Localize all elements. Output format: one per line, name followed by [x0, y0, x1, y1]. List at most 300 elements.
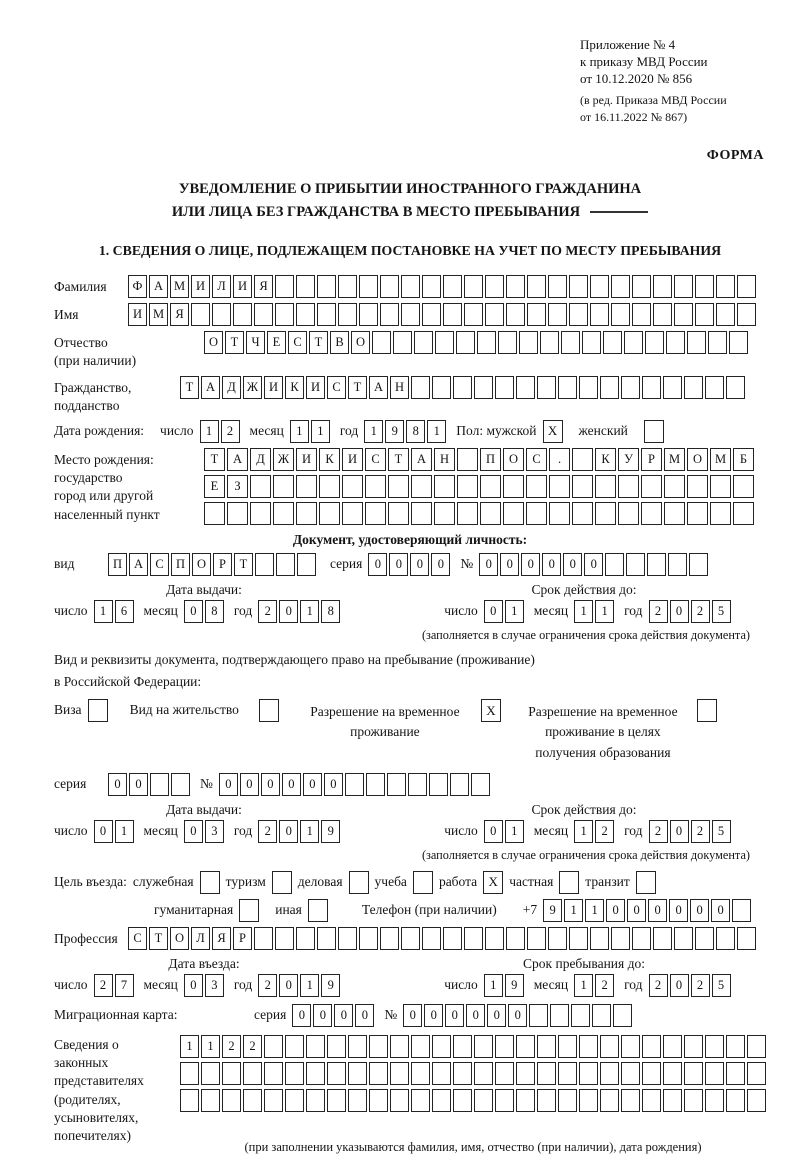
- form-cell[interactable]: О: [503, 448, 524, 471]
- form-cell[interactable]: [529, 1004, 548, 1027]
- form-cell[interactable]: [434, 475, 455, 498]
- form-cell[interactable]: [171, 773, 190, 796]
- form-cell[interactable]: С: [365, 448, 386, 471]
- form-cell[interactable]: [243, 1062, 262, 1085]
- form-cell[interactable]: [572, 502, 593, 525]
- form-cell[interactable]: 8: [205, 600, 224, 623]
- form-cell[interactable]: [621, 376, 640, 399]
- form-cell[interactable]: 2: [691, 600, 710, 623]
- form-cell[interactable]: [527, 303, 546, 326]
- form-cell[interactable]: [250, 502, 271, 525]
- form-cell[interactable]: [600, 1035, 619, 1058]
- form-cell[interactable]: [254, 927, 273, 950]
- form-cell[interactable]: О: [687, 448, 708, 471]
- form-cell[interactable]: [327, 1035, 346, 1058]
- form-cell[interactable]: [359, 303, 378, 326]
- form-cell[interactable]: [380, 303, 399, 326]
- form-cell[interactable]: [296, 502, 317, 525]
- form-cell[interactable]: [716, 275, 735, 298]
- form-cell[interactable]: 0: [292, 1004, 311, 1027]
- form-cell[interactable]: А: [227, 448, 248, 471]
- form-cell[interactable]: Д: [250, 448, 271, 471]
- form-cell[interactable]: 0: [334, 1004, 353, 1027]
- form-cell[interactable]: 1: [311, 420, 330, 443]
- form-cell[interactable]: 0: [563, 553, 582, 576]
- form-cell[interactable]: 0: [711, 899, 730, 922]
- form-cell[interactable]: [369, 1089, 388, 1112]
- form-cell[interactable]: У: [618, 448, 639, 471]
- form-cell[interactable]: [527, 275, 546, 298]
- form-cell[interactable]: [485, 303, 504, 326]
- form-cell[interactable]: К: [595, 448, 616, 471]
- form-cell[interactable]: 8: [321, 600, 340, 623]
- form-cell[interactable]: [380, 275, 399, 298]
- form-cell[interactable]: 7: [115, 974, 134, 997]
- form-cell[interactable]: 0: [355, 1004, 374, 1027]
- form-cell[interactable]: 0: [184, 820, 203, 843]
- form-cell[interactable]: [737, 927, 756, 950]
- form-cell[interactable]: [212, 303, 231, 326]
- form-cell[interactable]: [621, 1089, 640, 1112]
- form-cell[interactable]: 1: [201, 1035, 220, 1058]
- form-cell[interactable]: [733, 475, 754, 498]
- form-cell[interactable]: [572, 475, 593, 498]
- form-cell[interactable]: 0: [484, 600, 503, 623]
- form-cell[interactable]: 0: [240, 773, 259, 796]
- form-cell[interactable]: [422, 275, 441, 298]
- form-cell[interactable]: [255, 553, 274, 576]
- form-cell[interactable]: [506, 303, 525, 326]
- form-cell[interactable]: 6: [115, 600, 134, 623]
- form-cell[interactable]: 2: [258, 600, 277, 623]
- form-cell[interactable]: М: [170, 275, 189, 298]
- form-cell[interactable]: 1: [595, 600, 614, 623]
- form-cell[interactable]: Т: [180, 376, 199, 399]
- form-cell[interactable]: [422, 303, 441, 326]
- form-cell[interactable]: 1: [505, 820, 524, 843]
- form-cell[interactable]: [480, 475, 501, 498]
- residence-permit-checkbox[interactable]: [259, 699, 279, 722]
- form-cell[interactable]: О: [170, 927, 189, 950]
- form-cell[interactable]: Д: [222, 376, 241, 399]
- form-cell[interactable]: [296, 303, 315, 326]
- form-cell[interactable]: С: [288, 331, 307, 354]
- form-cell[interactable]: 2: [691, 974, 710, 997]
- form-cell[interactable]: 2: [94, 974, 113, 997]
- form-cell[interactable]: 0: [521, 553, 540, 576]
- form-cell[interactable]: 2: [221, 420, 240, 443]
- form-cell[interactable]: [747, 1035, 766, 1058]
- form-cell[interactable]: [327, 1089, 346, 1112]
- form-cell[interactable]: 3: [205, 974, 224, 997]
- form-cell[interactable]: П: [171, 553, 190, 576]
- form-cell[interactable]: [457, 502, 478, 525]
- form-cell[interactable]: [233, 303, 252, 326]
- form-cell[interactable]: [342, 502, 363, 525]
- form-cell[interactable]: [592, 1004, 611, 1027]
- form-cell[interactable]: 1: [427, 420, 446, 443]
- form-cell[interactable]: [201, 1089, 220, 1112]
- form-cell[interactable]: [537, 1089, 556, 1112]
- purpose-official-checkbox[interactable]: [200, 871, 220, 894]
- form-cell[interactable]: [582, 331, 601, 354]
- form-cell[interactable]: 0: [670, 974, 689, 997]
- form-cell[interactable]: 2: [258, 820, 277, 843]
- form-cell[interactable]: [453, 1062, 472, 1085]
- form-cell[interactable]: [411, 502, 432, 525]
- form-cell[interactable]: 1: [180, 1035, 199, 1058]
- form-cell[interactable]: 9: [321, 820, 340, 843]
- form-cell[interactable]: [705, 1035, 724, 1058]
- form-cell[interactable]: [549, 475, 570, 498]
- form-cell[interactable]: Р: [641, 448, 662, 471]
- form-cell[interactable]: [590, 275, 609, 298]
- form-cell[interactable]: [695, 275, 714, 298]
- form-cell[interactable]: [705, 1089, 724, 1112]
- form-cell[interactable]: 0: [669, 899, 688, 922]
- form-cell[interactable]: [611, 303, 630, 326]
- form-cell[interactable]: [603, 331, 622, 354]
- form-cell[interactable]: 1: [505, 600, 524, 623]
- form-cell[interactable]: С: [327, 376, 346, 399]
- form-cell[interactable]: [254, 303, 273, 326]
- form-cell[interactable]: Т: [348, 376, 367, 399]
- form-cell[interactable]: [516, 376, 535, 399]
- form-cell[interactable]: Я: [212, 927, 231, 950]
- form-cell[interactable]: [264, 1089, 283, 1112]
- form-cell[interactable]: [653, 303, 672, 326]
- form-cell[interactable]: [548, 303, 567, 326]
- form-cell[interactable]: И: [342, 448, 363, 471]
- form-cell[interactable]: [600, 1089, 619, 1112]
- form-cell[interactable]: И: [264, 376, 283, 399]
- form-cell[interactable]: В: [330, 331, 349, 354]
- form-cell[interactable]: [498, 331, 517, 354]
- form-cell[interactable]: [495, 376, 514, 399]
- form-cell[interactable]: [708, 331, 727, 354]
- form-cell[interactable]: С: [128, 927, 147, 950]
- form-cell[interactable]: [663, 1089, 682, 1112]
- form-cell[interactable]: [359, 927, 378, 950]
- form-cell[interactable]: [664, 475, 685, 498]
- form-cell[interactable]: 0: [129, 773, 148, 796]
- form-cell[interactable]: [726, 1062, 745, 1085]
- form-cell[interactable]: [474, 376, 493, 399]
- form-cell[interactable]: [647, 553, 666, 576]
- form-cell[interactable]: 9: [505, 974, 524, 997]
- form-cell[interactable]: И: [128, 303, 147, 326]
- visa-checkbox[interactable]: [88, 699, 108, 722]
- form-cell[interactable]: 3: [205, 820, 224, 843]
- form-cell[interactable]: [285, 1089, 304, 1112]
- form-cell[interactable]: 2: [243, 1035, 262, 1058]
- form-cell[interactable]: [537, 1035, 556, 1058]
- form-cell[interactable]: [618, 502, 639, 525]
- form-cell[interactable]: А: [369, 376, 388, 399]
- form-cell[interactable]: [345, 773, 364, 796]
- form-cell[interactable]: 0: [403, 1004, 422, 1027]
- form-cell[interactable]: [222, 1089, 241, 1112]
- form-cell[interactable]: [590, 927, 609, 950]
- form-cell[interactable]: Ж: [243, 376, 262, 399]
- form-cell[interactable]: 2: [595, 820, 614, 843]
- form-cell[interactable]: А: [411, 448, 432, 471]
- form-cell[interactable]: [689, 553, 708, 576]
- form-cell[interactable]: Т: [234, 553, 253, 576]
- form-cell[interactable]: [600, 1062, 619, 1085]
- form-cell[interactable]: 1: [300, 600, 319, 623]
- form-cell[interactable]: 0: [279, 820, 298, 843]
- form-cell[interactable]: 1: [484, 974, 503, 997]
- purpose-transit-checkbox[interactable]: [636, 871, 656, 894]
- form-cell[interactable]: [516, 1035, 535, 1058]
- form-cell[interactable]: 0: [424, 1004, 443, 1027]
- form-cell[interactable]: [605, 553, 624, 576]
- form-cell[interactable]: 0: [508, 1004, 527, 1027]
- form-cell[interactable]: [485, 275, 504, 298]
- form-cell[interactable]: [571, 1004, 590, 1027]
- form-cell[interactable]: [474, 1089, 493, 1112]
- form-cell[interactable]: [642, 1035, 661, 1058]
- form-cell[interactable]: [613, 1004, 632, 1027]
- form-cell[interactable]: Я: [254, 275, 273, 298]
- form-cell[interactable]: [348, 1062, 367, 1085]
- form-cell[interactable]: М: [710, 448, 731, 471]
- form-cell[interactable]: 2: [649, 600, 668, 623]
- form-cell[interactable]: [150, 773, 169, 796]
- form-cell[interactable]: Е: [204, 475, 225, 498]
- form-cell[interactable]: [387, 773, 406, 796]
- form-cell[interactable]: [506, 927, 525, 950]
- form-cell[interactable]: [480, 502, 501, 525]
- form-cell[interactable]: [595, 502, 616, 525]
- form-cell[interactable]: [380, 927, 399, 950]
- female-checkbox[interactable]: [644, 420, 664, 443]
- form-cell[interactable]: О: [192, 553, 211, 576]
- form-cell[interactable]: [687, 331, 706, 354]
- form-cell[interactable]: [401, 927, 420, 950]
- form-cell[interactable]: [687, 502, 708, 525]
- form-cell[interactable]: 0: [389, 553, 408, 576]
- form-cell[interactable]: [624, 331, 643, 354]
- form-cell[interactable]: 0: [410, 553, 429, 576]
- form-cell[interactable]: Л: [191, 927, 210, 950]
- form-cell[interactable]: [663, 1062, 682, 1085]
- form-cell[interactable]: П: [108, 553, 127, 576]
- form-cell[interactable]: [348, 1035, 367, 1058]
- form-cell[interactable]: [550, 1004, 569, 1027]
- form-cell[interactable]: [411, 1062, 430, 1085]
- form-cell[interactable]: [519, 331, 538, 354]
- form-cell[interactable]: 0: [479, 553, 498, 576]
- form-cell[interactable]: [705, 1062, 724, 1085]
- form-cell[interactable]: М: [664, 448, 685, 471]
- form-cell[interactable]: 1: [300, 820, 319, 843]
- form-cell[interactable]: И: [191, 275, 210, 298]
- form-cell[interactable]: [626, 553, 645, 576]
- form-cell[interactable]: [443, 927, 462, 950]
- form-cell[interactable]: [747, 1062, 766, 1085]
- form-cell[interactable]: .: [549, 448, 570, 471]
- form-cell[interactable]: [641, 475, 662, 498]
- form-cell[interactable]: [369, 1035, 388, 1058]
- form-cell[interactable]: [474, 1035, 493, 1058]
- form-cell[interactable]: 1: [574, 974, 593, 997]
- form-cell[interactable]: 2: [691, 820, 710, 843]
- form-cell[interactable]: [579, 1062, 598, 1085]
- form-cell[interactable]: [319, 502, 340, 525]
- form-cell[interactable]: [558, 376, 577, 399]
- form-cell[interactable]: [641, 502, 662, 525]
- form-cell[interactable]: [558, 1089, 577, 1112]
- form-cell[interactable]: [414, 331, 433, 354]
- form-cell[interactable]: [495, 1089, 514, 1112]
- form-cell[interactable]: 0: [487, 1004, 506, 1027]
- form-cell[interactable]: [453, 1035, 472, 1058]
- form-cell[interactable]: [348, 1089, 367, 1112]
- form-cell[interactable]: Л: [212, 275, 231, 298]
- form-cell[interactable]: [506, 275, 525, 298]
- form-cell[interactable]: [275, 927, 294, 950]
- form-cell[interactable]: [408, 773, 427, 796]
- form-cell[interactable]: [642, 1062, 661, 1085]
- form-cell[interactable]: [201, 1062, 220, 1085]
- form-cell[interactable]: [432, 1062, 451, 1085]
- form-cell[interactable]: [443, 303, 462, 326]
- form-cell[interactable]: [516, 1089, 535, 1112]
- form-cell[interactable]: З: [227, 475, 248, 498]
- form-cell[interactable]: О: [204, 331, 223, 354]
- form-cell[interactable]: [393, 331, 412, 354]
- form-cell[interactable]: 0: [184, 600, 203, 623]
- form-cell[interactable]: [503, 502, 524, 525]
- form-cell[interactable]: [495, 1062, 514, 1085]
- form-cell[interactable]: 1: [115, 820, 134, 843]
- form-cell[interactable]: [429, 773, 448, 796]
- form-cell[interactable]: [611, 927, 630, 950]
- temp-permit-checkbox[interactable]: X: [481, 699, 501, 722]
- form-cell[interactable]: Б: [733, 448, 754, 471]
- form-cell[interactable]: Е: [267, 331, 286, 354]
- form-cell[interactable]: [618, 475, 639, 498]
- form-cell[interactable]: [411, 1089, 430, 1112]
- form-cell[interactable]: [372, 331, 391, 354]
- form-cell[interactable]: [747, 1089, 766, 1112]
- form-cell[interactable]: [579, 376, 598, 399]
- form-cell[interactable]: А: [149, 275, 168, 298]
- form-cell[interactable]: [432, 1089, 451, 1112]
- form-cell[interactable]: 0: [627, 899, 646, 922]
- form-cell[interactable]: [401, 275, 420, 298]
- form-cell[interactable]: 0: [648, 899, 667, 922]
- form-cell[interactable]: [319, 475, 340, 498]
- form-cell[interactable]: [495, 1035, 514, 1058]
- form-cell[interactable]: [365, 475, 386, 498]
- form-cell[interactable]: 1: [364, 420, 383, 443]
- form-cell[interactable]: [338, 927, 357, 950]
- form-cell[interactable]: 0: [368, 553, 387, 576]
- form-cell[interactable]: [450, 773, 469, 796]
- form-cell[interactable]: С: [150, 553, 169, 576]
- form-cell[interactable]: [710, 502, 731, 525]
- form-cell[interactable]: [342, 475, 363, 498]
- form-cell[interactable]: [369, 1062, 388, 1085]
- form-cell[interactable]: 0: [431, 553, 450, 576]
- form-cell[interactable]: [464, 275, 483, 298]
- form-cell[interactable]: [338, 303, 357, 326]
- form-cell[interactable]: 0: [219, 773, 238, 796]
- form-cell[interactable]: [474, 1062, 493, 1085]
- form-cell[interactable]: Р: [233, 927, 252, 950]
- form-cell[interactable]: А: [129, 553, 148, 576]
- form-cell[interactable]: Т: [309, 331, 328, 354]
- form-cell[interactable]: [296, 475, 317, 498]
- form-cell[interactable]: [411, 376, 430, 399]
- form-cell[interactable]: [684, 1089, 703, 1112]
- form-cell[interactable]: [477, 331, 496, 354]
- form-cell[interactable]: [569, 927, 588, 950]
- form-cell[interactable]: [737, 303, 756, 326]
- edu-permit-checkbox[interactable]: [697, 699, 717, 722]
- form-cell[interactable]: [411, 475, 432, 498]
- form-cell[interactable]: [227, 502, 248, 525]
- form-cell[interactable]: [503, 475, 524, 498]
- form-cell[interactable]: [666, 331, 685, 354]
- form-cell[interactable]: П: [480, 448, 501, 471]
- form-cell[interactable]: [569, 275, 588, 298]
- form-cell[interactable]: К: [319, 448, 340, 471]
- form-cell[interactable]: О: [351, 331, 370, 354]
- form-cell[interactable]: [674, 303, 693, 326]
- form-cell[interactable]: [632, 275, 651, 298]
- form-cell[interactable]: [645, 331, 664, 354]
- form-cell[interactable]: [365, 502, 386, 525]
- form-cell[interactable]: Т: [388, 448, 409, 471]
- form-cell[interactable]: Т: [149, 927, 168, 950]
- form-cell[interactable]: [590, 303, 609, 326]
- form-cell[interactable]: 1: [585, 899, 604, 922]
- form-cell[interactable]: [621, 1035, 640, 1058]
- form-cell[interactable]: 0: [466, 1004, 485, 1027]
- form-cell[interactable]: [390, 1035, 409, 1058]
- form-cell[interactable]: 1: [200, 420, 219, 443]
- form-cell[interactable]: [561, 331, 580, 354]
- form-cell[interactable]: [595, 475, 616, 498]
- form-cell[interactable]: Н: [434, 448, 455, 471]
- form-cell[interactable]: 9: [385, 420, 404, 443]
- form-cell[interactable]: 0: [261, 773, 280, 796]
- purpose-other-checkbox[interactable]: [308, 899, 328, 922]
- form-cell[interactable]: [632, 927, 651, 950]
- form-cell[interactable]: 2: [649, 820, 668, 843]
- form-cell[interactable]: [306, 1062, 325, 1085]
- form-cell[interactable]: [273, 502, 294, 525]
- form-cell[interactable]: 0: [94, 820, 113, 843]
- form-cell[interactable]: [733, 502, 754, 525]
- form-cell[interactable]: [401, 303, 420, 326]
- form-cell[interactable]: 2: [649, 974, 668, 997]
- form-cell[interactable]: [456, 331, 475, 354]
- form-cell[interactable]: [359, 275, 378, 298]
- form-cell[interactable]: 2: [258, 974, 277, 997]
- form-cell[interactable]: 1: [574, 600, 593, 623]
- form-cell[interactable]: [296, 275, 315, 298]
- form-cell[interactable]: 0: [303, 773, 322, 796]
- form-cell[interactable]: Ф: [128, 275, 147, 298]
- form-cell[interactable]: Ч: [246, 331, 265, 354]
- form-cell[interactable]: [327, 1062, 346, 1085]
- form-cell[interactable]: И: [233, 275, 252, 298]
